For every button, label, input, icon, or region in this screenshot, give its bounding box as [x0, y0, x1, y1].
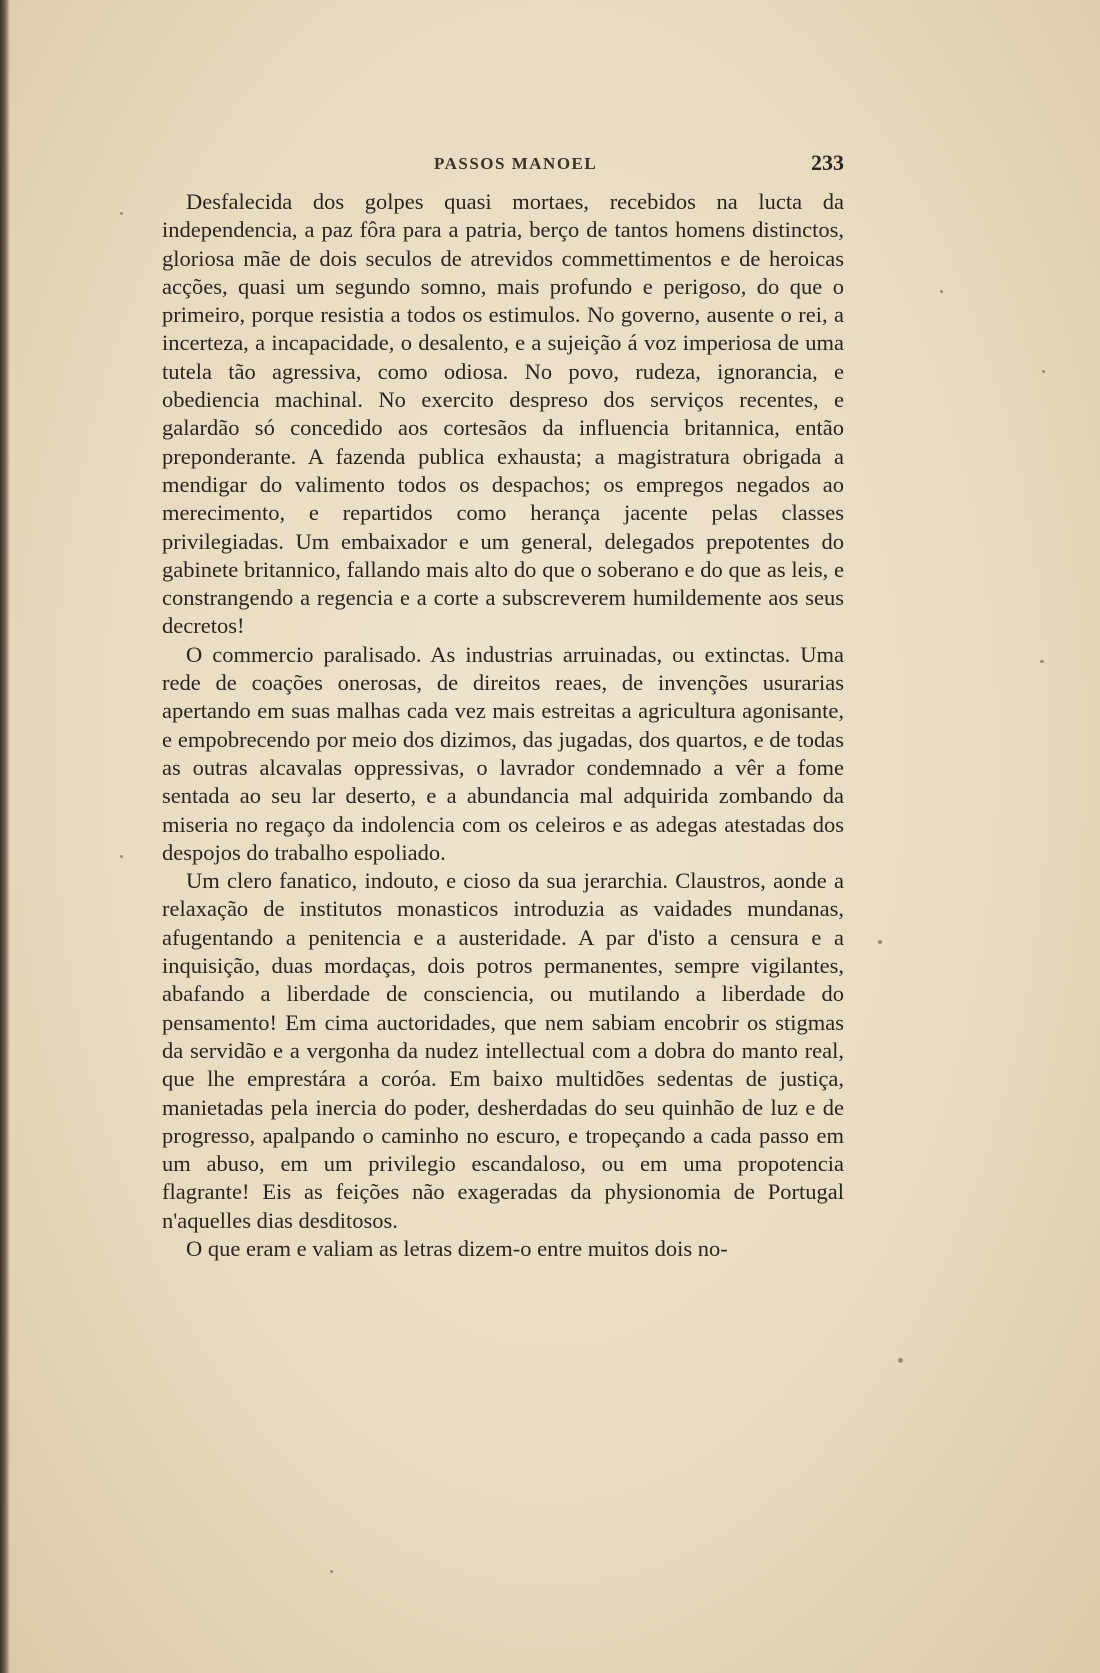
paragraph: O que eram e valiam as letras dizem-o entre muitos dois no-	[186, 1235, 728, 1261]
paragraph: O commercio paralisado. As industrias arruinadas, ou extinctas. Uma rede de coações onerosas, de direitos reaes, de invenções usurarias apertando em suas malhas cada vez mais estreitas a agricultura agonisante, e empobrecendo por meio dos dizimos, das jugadas, dos quartos, e de todas as outras alcavalas oppressivas, o lavrador condemnado a vêr a fome sentada ao seu lar deserto, e a abundancia mal adquirida zombando da miseria no regaço da indolencia com os celeiros e as adegas atestadas dos despojos do trabalho espoliado.	[162, 641, 844, 865]
page-number: 233	[811, 150, 844, 175]
binding-shadow	[0, 0, 10, 1673]
running-title: PASSOS MANOEL	[434, 154, 598, 173]
paragraph: Desfalecida dos golpes quasi mortaes, recebidos na lucta da independencia, a paz fôra para a patria, berço de tantos homens distinctos, gloriosa mãe de dois seculos de atrevidos commettimentos e de heroicas acções, quasi um segundo somno, mais profundo e perigoso, do que o primeiro, porque resistia a todos os estimulos. No governo, ausente o rei, a incerteza, a incapacidade, o desalento, e a sujeição á voz imperiosa de uma tutela tão agressiva, como odiosa. No povo, rudeza, ignorancia, e obediencia machinal. No exercito despreso dos serviços recentes, e galardão só concedido aos cortesãos da influencia britannica, então preponderante. A fazenda publica exhausta; a magistratura obrigada a mendigar do valimento todos os despachos; os empregos negados ao merecimento, e repartidos como herança jacente pelas classes privilegiadas. Um embaixador e um general, delegados prepotentes do gabinete britannico, fallando mais alto do que o soberano e do que as leis, e constrangendo a regencia e a corte a subscreverem humildemente aos seus decretos!	[162, 189, 844, 639]
body-text	[162, 188, 844, 1263]
running-header	[162, 150, 844, 180]
paragraph: Um clero fanatico, indouto, e cioso da sua jerarchia. Claustros, aonde a relaxação de institutos monasticos introduzia as vaidades mundanas, afugentando a penitencia e a austeridade. A par d'isto a censura e a inquisição, duas mordaças, dois potros permanentes, sempre vigilantes, abafando a liberdade de consciencia, ou mutilando a liberdade do pensamento! Em cima auctoridades, que nem sabiam encobrir os stigmas da servidão e a vergonha da nudez intellectual com a dobra do manto real, que lhe emprestára a coróa. Em baixo multidões sedentas de justiça, manietadas pela inercia do poder, desherdadas do seu quinhão de luz e de progresso, apalpando o caminho no escuro, e tropeçando a cada passo em um abuso, em um privilegio escandaloso, ou em uma propotencia flagrante! Eis as feições não exageradas da physionomia de Portugal n'aquelles dias desditosos.	[162, 868, 844, 1233]
